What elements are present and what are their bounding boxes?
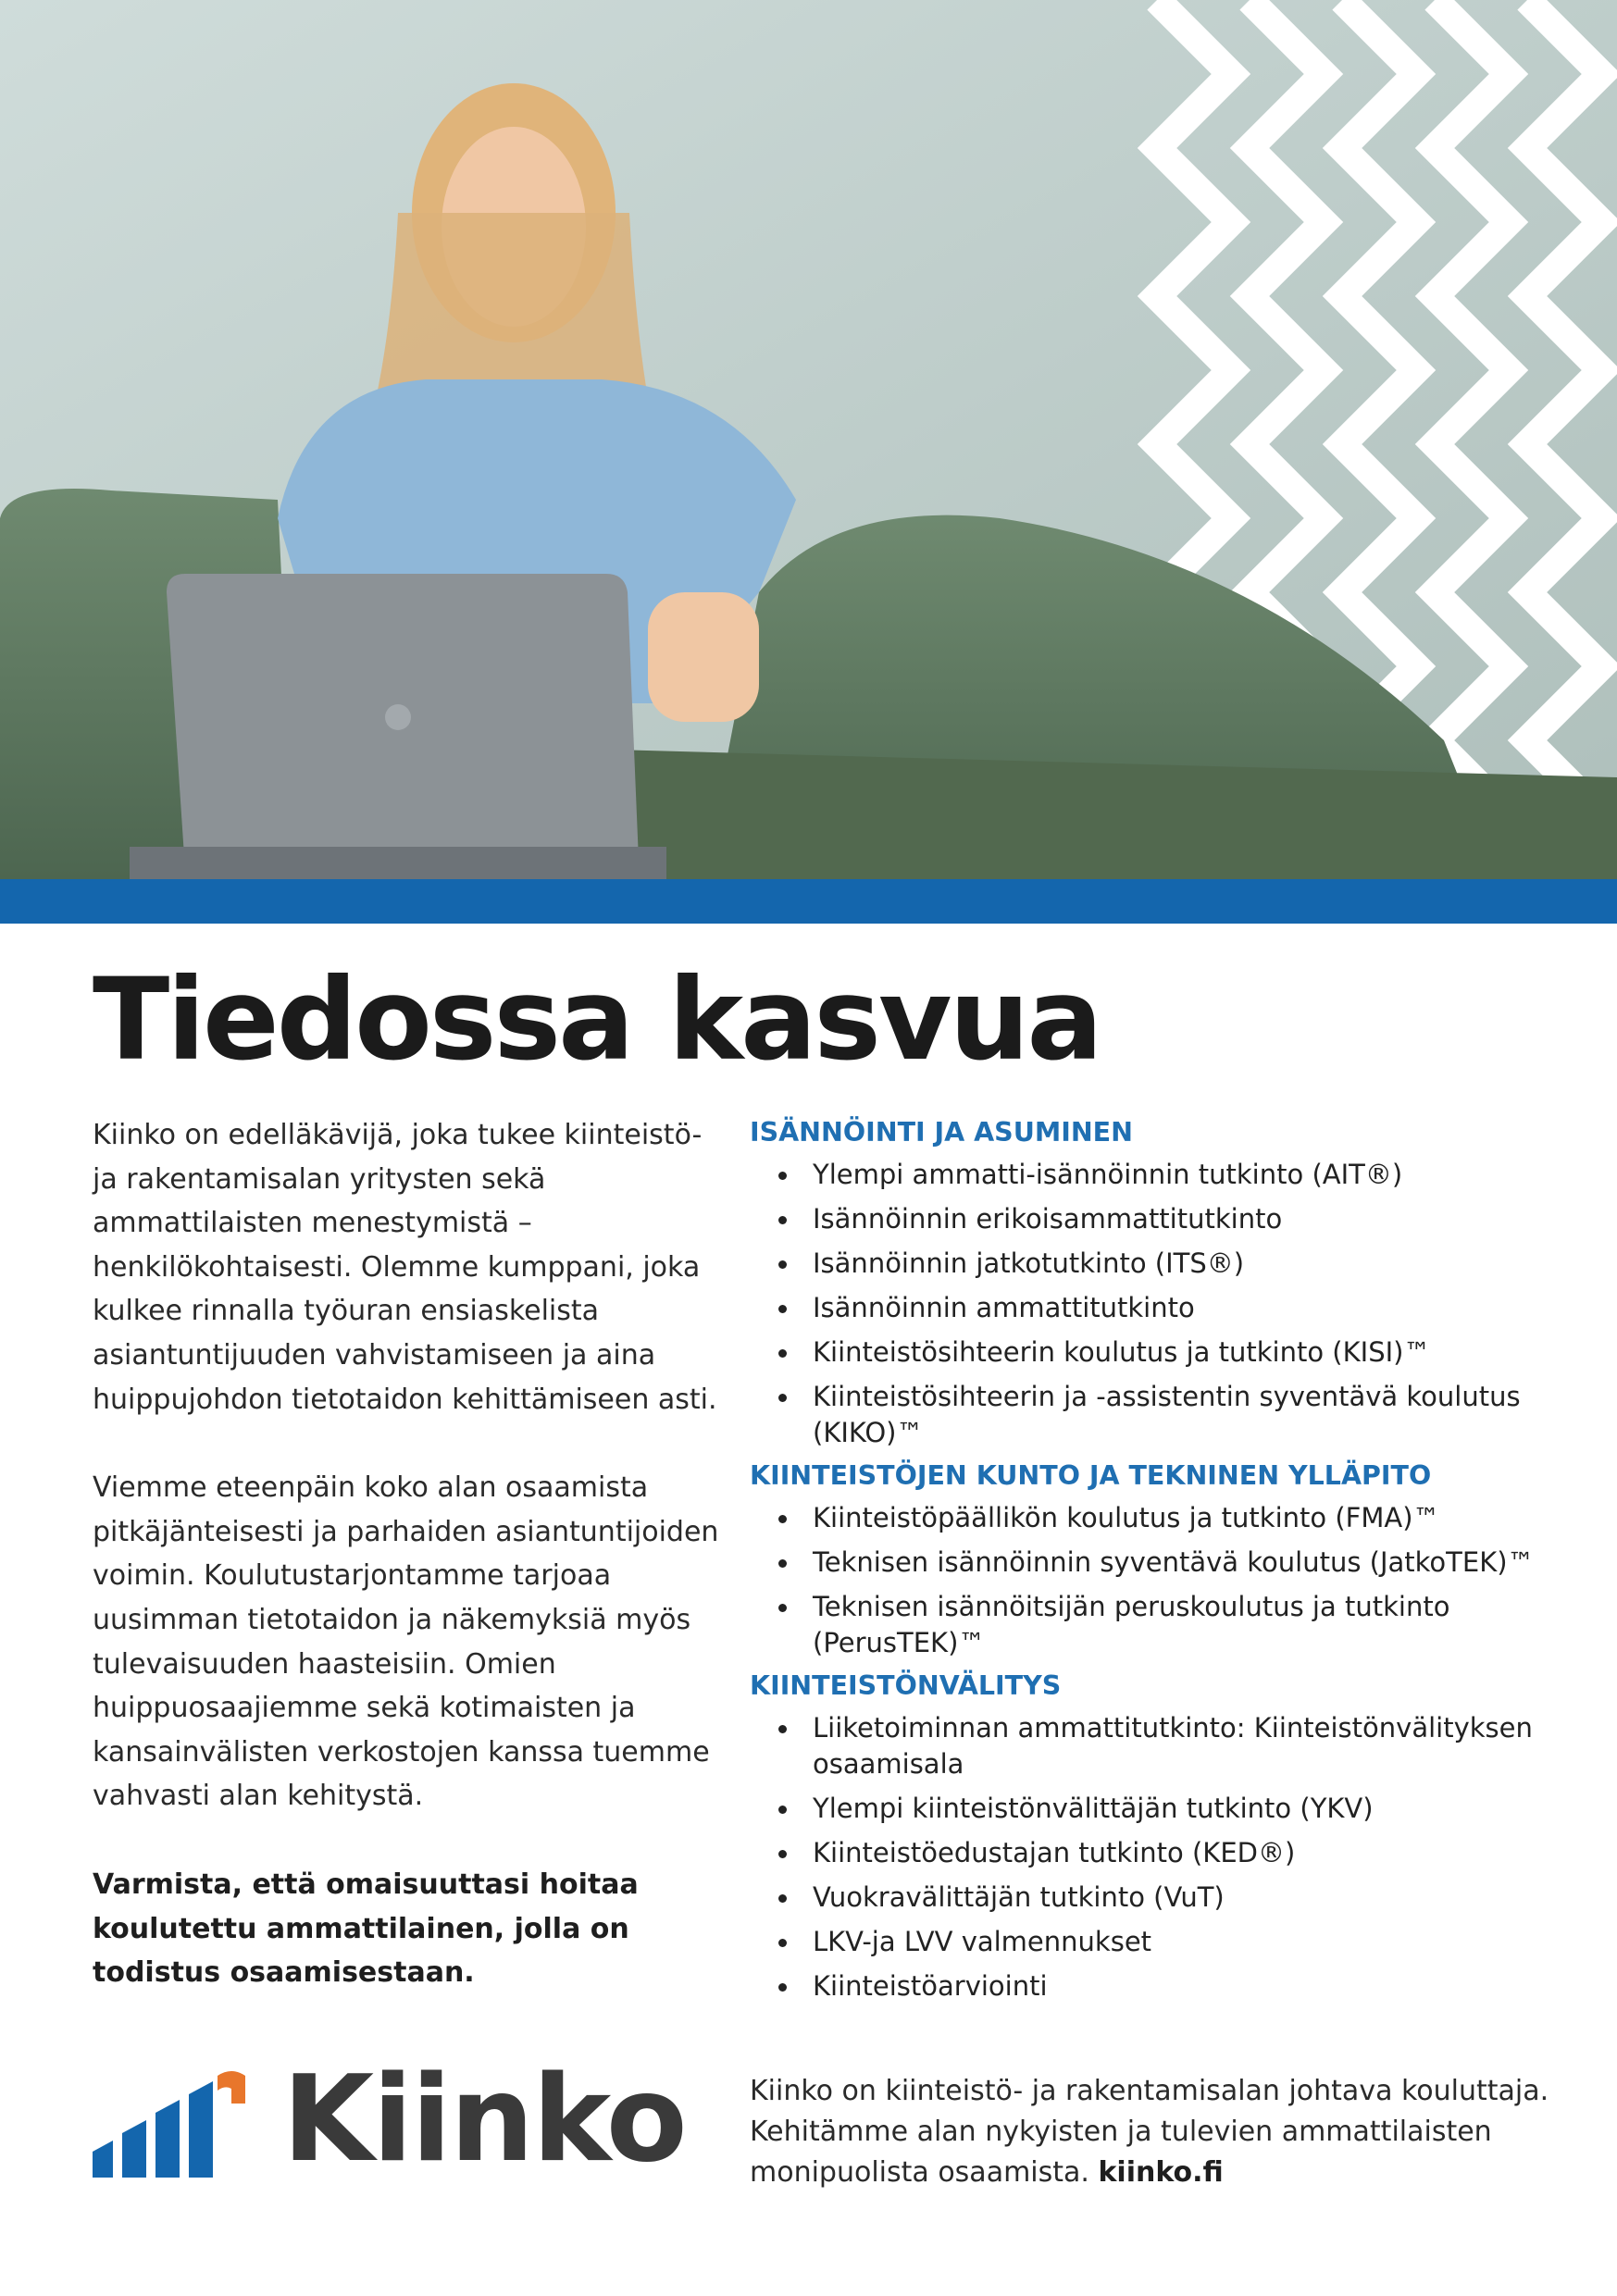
section-title: ISÄNNÖINTI JA ASUMINEN (750, 1117, 1133, 1148)
hero-illustration (0, 0, 1617, 879)
list-item: Vuokravälittäjän tutkinto (VuT) (750, 1880, 1564, 1916)
logo-mark-icon (93, 2068, 278, 2189)
list-item: Kiinteistöpäällikön koulutus ja tutkinto (FMA)™ (750, 1500, 1564, 1536)
footer-text (750, 2071, 1564, 2193)
program-items (750, 1157, 1564, 1451)
list-item: Kiinteistösihteerin koulutus ja tutkinto (KISI)™ (750, 1334, 1564, 1371)
brand-band (0, 879, 1617, 924)
list-item: Kiinteistöedustajan tutkinto (KED®) (750, 1835, 1564, 1871)
list-item: Kiinteistöarviointi (750, 1968, 1564, 2004)
list-item: Kiinteistösihteerin ja -assistentin syventävä koulutus (KIKO)™ (750, 1379, 1564, 1451)
list-item: Teknisen isännöinnin syventävä koulutus (JatkoTEK)™ (750, 1545, 1564, 1581)
list-item: Ylempi ammatti-isännöinnin tutkinto (AIT®) (750, 1157, 1564, 1193)
program-items (750, 1710, 1564, 2004)
section-title: KIINTEISTÖNVÄLITYS (750, 1670, 1062, 1701)
list-item: Teknisen isännöitsijän peruskoulutus ja tutkinto (PerusTEK)™ (750, 1589, 1564, 1661)
hero-photo (0, 0, 1617, 879)
logo-wordmark: Kiinko (282, 2051, 686, 2189)
section-technical-maintenance (750, 1459, 1564, 1661)
list-item: Ylempi kiinteistönvälittäjän tutkinto (YKV) (750, 1791, 1564, 1827)
section-property-management (750, 1116, 1564, 1451)
intro-paragraph-1: Kiinko on edelläkävijä, joka tukee kiinteistö- ja rakentamisalan yritysten sekä ammattilaisten menestymistä – henkilökohtaisesti. Olemme kumppani, joka kulkee rinnalla työuran ensiaskelista asiantuntijuuden vahvistamiseen ja aina huippujohdon tietotaidon kehittämiseen asti. (93, 1119, 717, 1416)
footer-description: Kiinko on kiinteistö- ja rakentamisalan johtava kouluttaja. Kehitämme alan nykyisten ja tulevien ammattilaisten monipuolista osaamista. (750, 2075, 1549, 2189)
intro-call-to-action: Varmista, että omaisuuttasi hoitaa koulutettu ammattilainen, jolla on todistus osaamisestaan. (93, 1868, 639, 1990)
section-title: KIINTEISTÖJEN KUNTO JA TEKNINEN YLLÄPITO (750, 1460, 1432, 1491)
page-title: Tiedossa kasvua (93, 954, 1101, 1086)
list-item: Isännöinnin jatkotutkinto (ITS®) (750, 1246, 1564, 1282)
list-item: Isännöinnin erikoisammattitutkinto (750, 1201, 1564, 1237)
list-item: Isännöinnin ammattitutkinto (750, 1290, 1564, 1326)
program-items (750, 1500, 1564, 1661)
program-list (750, 1116, 1564, 2013)
kiinko-logo (93, 2051, 694, 2189)
list-item: Liiketoiminnan ammattitutkinto: Kiinteistönvälityksen osaamisala (750, 1710, 1564, 1782)
list-item: LKV-ja LVV valmennukset (750, 1924, 1564, 1960)
intro-paragraph-2: Viemme eteenpäin koko alan osaamista pitkäjänteisesti ja parhaiden asiantuntijoiden voimin. Koulutustarjontamme tarjoaa uusimman tietotaidon ja näkemyksiä myös tulevaisuuden haasteisiin. Omien huippuosaajiemme sekä kotimaisten ja kansainvälisten verkostojen kanssa tuemme vahvasti alan kehitystä. (93, 1471, 719, 1813)
intro-text (93, 1113, 731, 2040)
website-link[interactable]: kiinko.fi (1098, 2156, 1224, 2189)
section-real-estate-brokerage (750, 1669, 1564, 2004)
